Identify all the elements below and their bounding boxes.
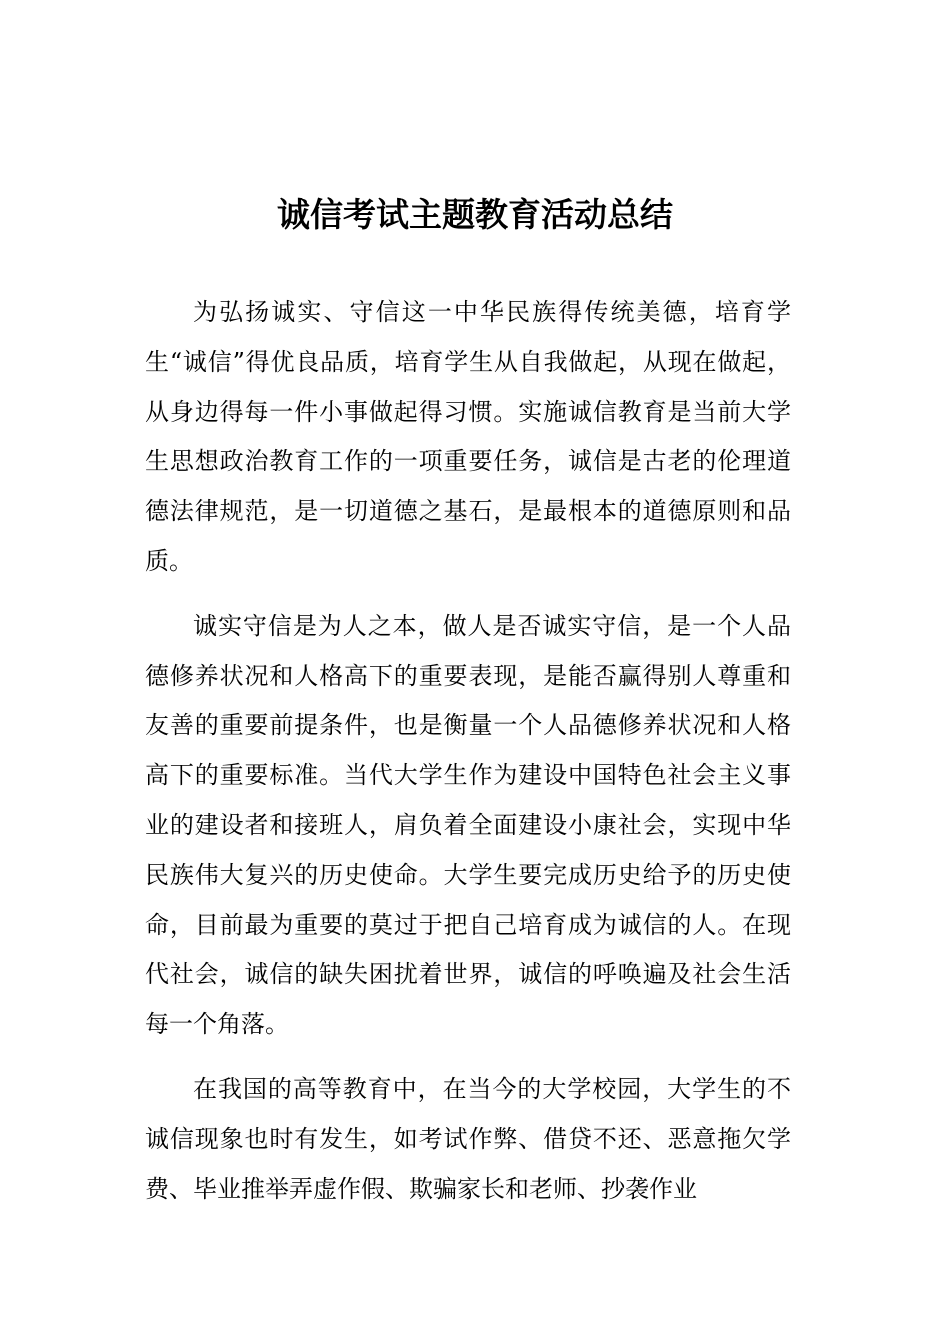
paragraph-1: 为弘扬诚实、守信这一中华民族得传统美德，培育学生“诚信”得优良品质，培育学生从自我做起，从现在做起，从身边得每一件小事做起得习惯。实施诚信教育是当前大学生思想政治教育工作的一项重要任务，诚信是古老的伦理道德法律规范，是一切道德之基石，是最根本的道德原则和品质。 (145, 298, 791, 575)
document-body (145, 288, 791, 1229)
document-title: 诚信考试主题教育活动总结 (277, 195, 673, 234)
paragraph-2: 诚实守信是为人之本，做人是否诚实守信，是一个人品德修养状况和人格高下的重要表现，是能否赢得别人尊重和友善的重要前提条件，也是衡量一个人品德修养状况和人格高下的重要标准。当代大学生作为建设中国特色社会主义事业的建设者和接班人，肩负着全面建设小康社会，实现中华民族伟大复兴的历史使命。大学生要完成历史给予的历史使命，目前最为重要的莫过于把自己培育成为诚信的人。在现代社会，诚信的缺失困扰着世界，诚信的呼唤遍及社会生活每一个角落。 (145, 611, 791, 1039)
paragraph-3: 在我国的高等教育中，在当今的大学校园，大学生的不诚信现象也时有发生，如考试作弊、借贷不还、恶意拖欠学费、毕业推举弄虚作假、欺骗家长和老师、抄袭作业 (145, 1074, 791, 1203)
